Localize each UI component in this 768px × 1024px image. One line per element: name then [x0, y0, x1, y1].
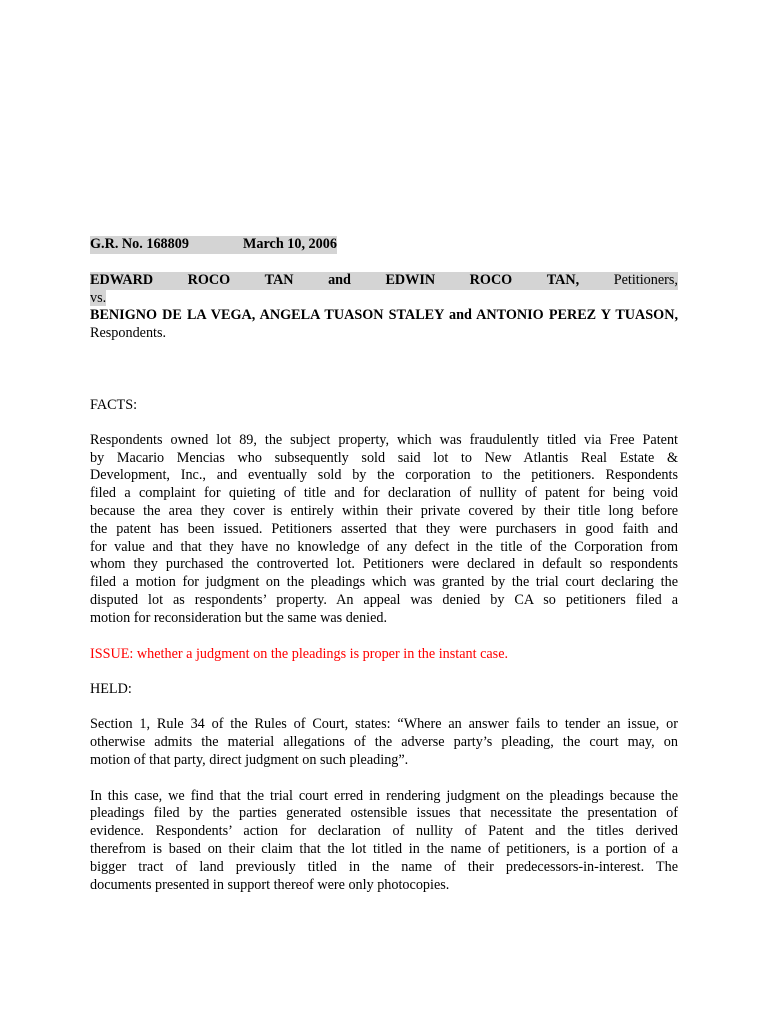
respondents-line: [90, 307, 678, 343]
case-caption: [90, 236, 678, 254]
respondents-names: BENIGNO DE LA VEGA, ANGELA TUASON STALEY and ANTONIO PEREZ Y TUASON,: [90, 307, 678, 324]
facts-line: whom they purchased the controverted lot. Petitioners were declared in default so respondents: [90, 556, 678, 573]
facts-line: disputed lot as respondents’ property. An appeal was denied by CA so petitioners filed a: [90, 591, 678, 608]
facts-line: the patent has been issued. Petitioners asserted that they were purchasers in good faith and: [90, 520, 678, 537]
decision-date: March 10, 2006: [243, 236, 337, 252]
facts-paragraph: [90, 432, 678, 628]
rule-quote-line: motion of that party, direct judgment on such pleading”.: [90, 751, 409, 768]
facts-line: filed a motion for judgment on the pleadings which was granted by the trial court declaring the: [90, 574, 678, 591]
petitioner-word: ROCO: [187, 271, 231, 288]
held-heading: HELD:: [90, 681, 132, 698]
ruling-paragraph: [90, 788, 678, 895]
facts-line: motion for reconsideration but the same was denied.: [90, 609, 388, 626]
facts-line: filed a complaint for quieting of title and for declaration of nullity of patent for being void: [90, 485, 678, 502]
respondents-label: Respondents.: [90, 325, 167, 342]
petitioner-word: EDWIN: [385, 271, 436, 288]
petitioner-word: ROCO: [469, 271, 513, 288]
rule-quote-line: Section 1, Rule 34 of the Rules of Court, states: “Where an answer fails to tender an issue, or: [90, 716, 678, 733]
rule-quote-line: otherwise admits the material allegations of the adverse party’s pleading, the court may, on: [90, 733, 678, 750]
ruling-line: evidence. Respondents’ action for declaration of nullity of Patent and the titles derived: [90, 823, 678, 840]
facts-line: for value and that they have no knowledge of any defect in the title of the Corporation from: [90, 538, 678, 555]
petitioner-word: TAN,: [546, 271, 580, 288]
issue-statement: ISSUE: whether a judgment on the pleadings is proper in the instant case.: [90, 645, 509, 662]
ruling-line: therefrom is based on their claim that the lot titled in the name of petitioners, is a portion of a: [90, 840, 678, 857]
ruling-line: bigger tract of land previously titled in the name of their predecessors-in-interest. The: [90, 858, 678, 875]
facts-line: by Macario Mencias who subsequently sold said lot to New Atlantis Real Estate &: [90, 449, 678, 466]
petitioner-word: and: [328, 271, 351, 288]
ruling-line: In this case, we find that the trial court erred in rendering judgment on the pleadings because the: [90, 787, 678, 804]
ruling-line: pleadings filed by the parties generated ostensible issues that necessitate the presentation of: [90, 805, 678, 822]
petitioner-word: TAN: [264, 271, 294, 288]
versus: vs.: [90, 289, 107, 306]
case-digest: [90, 236, 678, 894]
case-number-date: [90, 236, 337, 254]
gr-number: G.R. No. 168809: [90, 236, 189, 252]
facts-heading: FACTS:: [90, 396, 138, 413]
versus-line: [90, 290, 678, 308]
facts-line: Development, Inc., and eventually sold by the corporation to the petitioners. Respondents: [90, 467, 678, 484]
facts-line: Respondents owned lot 89, the subject property, which was fraudulently titled via Free Patent: [90, 431, 678, 448]
rule-quote-paragraph: [90, 716, 678, 769]
petitioners-label: Petitioners,: [613, 271, 678, 288]
petitioner-word: EDWARD: [90, 271, 154, 288]
facts-line: because the area they cover is entirely within their private covered by their title long before: [90, 502, 678, 519]
ruling-line: documents presented in support thereof were only photocopies.: [90, 876, 450, 893]
petitioners-line: [90, 272, 678, 290]
